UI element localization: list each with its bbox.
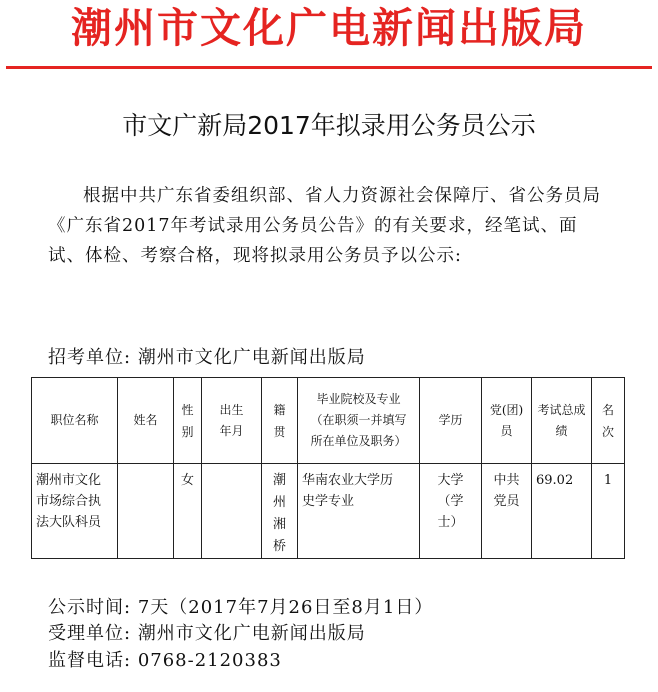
- col-header-birth: 出生年月: [202, 378, 262, 464]
- cell-name: [118, 464, 174, 559]
- cell-school-major: 华南农业大学历史学专业: [298, 464, 420, 559]
- supervision-phone-value: 0768-2120383: [137, 650, 282, 671]
- table-row: [32, 464, 625, 559]
- candidate-table: [31, 377, 625, 559]
- cell-native-place: 潮州湘桥: [262, 464, 298, 559]
- col-header-native-place: 籍贯: [262, 378, 298, 464]
- recruiting-unit-label: 招考单位:: [48, 347, 132, 368]
- receiving-office-value: 潮州市文化广电新闻出版局: [137, 623, 366, 644]
- receiving-office-label: 受理单位:: [48, 623, 132, 644]
- col-header-rank: 名次: [592, 378, 625, 464]
- cell-gender: 女: [174, 464, 202, 559]
- cell-education: 大学（学士）: [420, 464, 482, 559]
- publicity-period-value: 7天（2017年7月26日至8月1日）: [137, 597, 434, 618]
- col-header-score: 考试总成绩: [532, 378, 592, 464]
- publicity-period: [48, 594, 433, 622]
- receiving-office: [48, 620, 366, 648]
- col-header-education: 学历: [420, 378, 482, 464]
- agency-letterhead: 潮州市文化广电新闻出版局: [71, 4, 587, 52]
- supervision-phone-label: 监督电话:: [48, 650, 132, 671]
- document-title: 市文广新局2017年拟录用公务员公示: [122, 111, 536, 140]
- cell-rank: 1: [592, 464, 625, 559]
- recruiting-unit-value: 潮州市文化广电新闻出版局: [137, 347, 366, 368]
- recruiting-unit: [48, 344, 366, 372]
- cell-birth: [202, 464, 262, 559]
- cell-party: 中共党员: [482, 464, 532, 559]
- col-header-position: 职位名称: [32, 378, 118, 464]
- col-header-party: 党(团)员: [482, 378, 532, 464]
- table-header-row: [32, 378, 625, 464]
- col-header-gender: 性别: [174, 378, 202, 464]
- col-header-name: 姓名: [118, 378, 174, 464]
- cell-score: 69.02: [532, 464, 592, 559]
- cell-position: 潮州市文化市场综合执法大队科员: [32, 464, 118, 559]
- letterhead-divider: [6, 66, 652, 69]
- supervision-phone: [48, 647, 282, 675]
- col-header-school-major: 毕业院校及专业（在职须一并填写所在单位及职务）: [298, 378, 420, 464]
- intro-paragraph: 根据中共广东省委组织部、省人力资源社会保障厅、省公务员局《广东省2017年考试录用公务员公告》的有关要求，经笔试、面试、体检、考察合格，现将拟录用公务员予以公示:: [48, 186, 601, 266]
- publicity-period-label: 公示时间:: [48, 597, 132, 618]
